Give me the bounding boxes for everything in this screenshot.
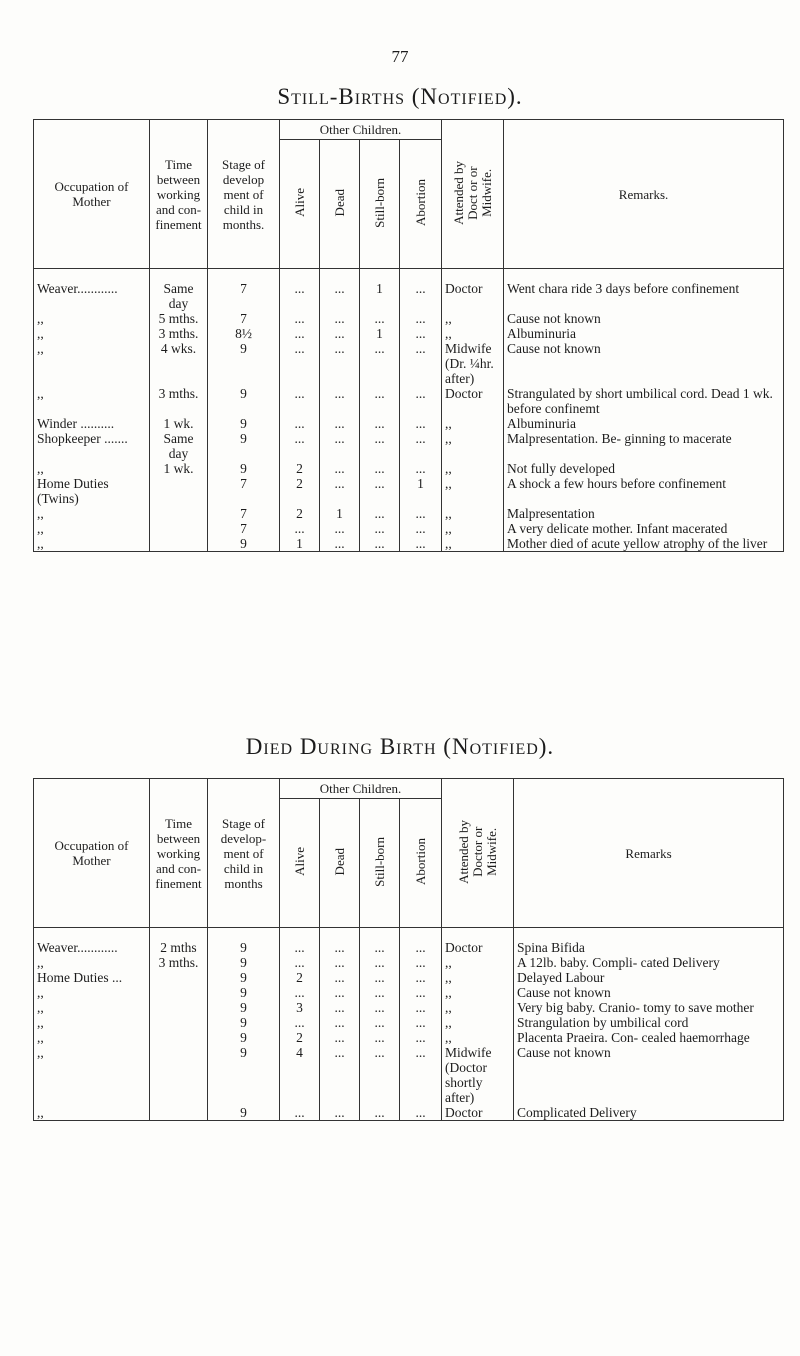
cell-stage: 7 [208, 476, 280, 506]
cell-alive: 3 [280, 1000, 320, 1015]
cell-remarks: Complicated Delivery [514, 1105, 784, 1121]
cell-stage: 9 [208, 1030, 280, 1045]
cell-dead: ... [320, 521, 360, 536]
cell-attended: ,, [442, 1015, 514, 1030]
cell-remarks: Spina Bifida [514, 928, 784, 956]
cell-occupation: ,, [34, 1015, 150, 1030]
cell-dead: 1 [320, 506, 360, 521]
header-stage: Stage of develop- ment of child in months [208, 779, 280, 928]
cell-still-born: ... [360, 386, 400, 416]
cell-alive: 2 [280, 461, 320, 476]
cell-abortion: ... [400, 311, 442, 326]
cell-still-born: ... [360, 341, 400, 386]
cell-stage: 7 [208, 506, 280, 521]
cell-still-born: ... [360, 506, 400, 521]
cell-occupation: ,, [34, 985, 150, 1000]
cell-stage: 9 [208, 1000, 280, 1015]
cell-abortion: ... [400, 970, 442, 985]
header-stage: Stage of develop ment of child in months. [208, 120, 280, 269]
table-header [34, 120, 784, 269]
header-alive: Alive [280, 140, 320, 269]
table-row [34, 416, 784, 431]
cell-alive: ... [280, 1105, 320, 1121]
table-row [34, 970, 784, 985]
header-time: Time between working and con- finement [150, 120, 208, 269]
cell-attended: ,, [442, 1030, 514, 1045]
cell-time: 3 mths. [150, 955, 208, 970]
cell-remarks: Delayed Labour [514, 970, 784, 985]
cell-dead: ... [320, 536, 360, 552]
cell-still-born: ... [360, 928, 400, 956]
table-row [34, 955, 784, 970]
cell-still-born: ... [360, 431, 400, 461]
cell-abortion: ... [400, 1045, 442, 1105]
cell-time: Same day [150, 269, 208, 312]
cell-attended: ,, [442, 970, 514, 985]
cell-dead: ... [320, 970, 360, 985]
cell-time [150, 1000, 208, 1015]
cell-dead: ... [320, 1030, 360, 1045]
cell-alive: ... [280, 311, 320, 326]
cell-remarks: Mother died of acute yellow atrophy of the liver [504, 536, 784, 552]
cell-alive: ... [280, 955, 320, 970]
cell-attended: ,, [442, 506, 504, 521]
cell-attended: ,, [442, 985, 514, 1000]
table-row [34, 1030, 784, 1045]
cell-stage: 8½ [208, 326, 280, 341]
cell-remarks: Went chara ride 3 days before confinement [504, 269, 784, 312]
cell-time: 1 wk. [150, 416, 208, 431]
cell-time: 2 mths [150, 928, 208, 956]
cell-attended: Midwife (Dr. ¼hr. after) [442, 341, 504, 386]
cell-time [150, 521, 208, 536]
cell-stage: 9 [208, 431, 280, 461]
cell-time [150, 536, 208, 552]
header-occupation: Occupation of Mother [34, 779, 150, 928]
cell-time [150, 1105, 208, 1121]
table-row [34, 521, 784, 536]
cell-alive: ... [280, 341, 320, 386]
cell-abortion: ... [400, 1105, 442, 1121]
cell-remarks: Cause not known [514, 985, 784, 1000]
cell-attended: Doctor [442, 386, 504, 416]
header-dead: Dead [320, 799, 360, 928]
cell-abortion: ... [400, 1030, 442, 1045]
cell-dead: ... [320, 1105, 360, 1121]
header-attended: Attended by Doctor or Midwife. [442, 779, 514, 928]
cell-attended: Midwife (Doctor shortly after) [442, 1045, 514, 1105]
cell-occupation: Home Duties ... [34, 970, 150, 985]
cell-time [150, 1045, 208, 1105]
cell-still-born: ... [360, 536, 400, 552]
cell-abortion: ... [400, 431, 442, 461]
table-row [34, 1105, 784, 1121]
table-row [34, 536, 784, 552]
cell-alive: ... [280, 326, 320, 341]
cell-attended: ,, [442, 476, 504, 506]
cell-stage: 9 [208, 970, 280, 985]
cell-still-born: ... [360, 416, 400, 431]
table-body [34, 269, 784, 552]
cell-occupation: ,, [34, 326, 150, 341]
cell-stage: 9 [208, 985, 280, 1000]
cell-stage: 9 [208, 461, 280, 476]
cell-remarks: Malpresentation. Be- ginning to macerate [504, 431, 784, 461]
cell-alive: 2 [280, 970, 320, 985]
cell-alive: 1 [280, 536, 320, 552]
cell-alive: ... [280, 431, 320, 461]
cell-remarks: Albuminuria [504, 326, 784, 341]
cell-dead: ... [320, 416, 360, 431]
table-row [34, 269, 784, 312]
cell-stage: 9 [208, 536, 280, 552]
header-time: Time between working and con- finement [150, 779, 208, 928]
cell-occupation: ,, [34, 386, 150, 416]
cell-still-born: ... [360, 1105, 400, 1121]
cell-stage: 9 [208, 1015, 280, 1030]
cell-remarks: A very delicate mother. Infant macerated [504, 521, 784, 536]
table-row [34, 476, 784, 506]
cell-time [150, 985, 208, 1000]
cell-stage: 7 [208, 269, 280, 312]
cell-time [150, 970, 208, 985]
cell-abortion: ... [400, 386, 442, 416]
cell-alive: ... [280, 386, 320, 416]
cell-stage: 9 [208, 1105, 280, 1121]
cell-alive: ... [280, 928, 320, 956]
cell-occupation: Weaver............ [34, 928, 150, 956]
table-row [34, 928, 784, 956]
table-row [34, 341, 784, 386]
cell-time [150, 1030, 208, 1045]
cell-still-born: 1 [360, 269, 400, 312]
cell-remarks: Malpresentation [504, 506, 784, 521]
cell-dead: ... [320, 985, 360, 1000]
header-other-children: Other Children. [280, 779, 442, 799]
cell-remarks: A 12lb. baby. Compli- cated Delivery [514, 955, 784, 970]
cell-stage: 9 [208, 416, 280, 431]
header-still-born: Still-born [360, 140, 400, 269]
cell-attended: ,, [442, 311, 504, 326]
cell-dead: ... [320, 1015, 360, 1030]
cell-still-born: ... [360, 1030, 400, 1045]
table-row [34, 326, 784, 341]
still-births-table [33, 119, 784, 552]
cell-still-born: ... [360, 985, 400, 1000]
table-row [34, 985, 784, 1000]
cell-still-born: ... [360, 970, 400, 985]
cell-still-born: ... [360, 1000, 400, 1015]
cell-abortion: 1 [400, 476, 442, 506]
cell-abortion: ... [400, 326, 442, 341]
cell-occupation: ,, [34, 1030, 150, 1045]
cell-remarks: Cause not known [504, 311, 784, 326]
header-other-children: Other Children. [280, 120, 442, 140]
cell-remarks: Not fully developed [504, 461, 784, 476]
cell-abortion: ... [400, 341, 442, 386]
cell-occupation: ,, [34, 1045, 150, 1105]
cell-occupation: Weaver............ [34, 269, 150, 312]
cell-time: 5 mths. [150, 311, 208, 326]
header-attended: Attended by Doct or or Midwife. [442, 120, 504, 269]
cell-attended: Doctor [442, 1105, 514, 1121]
cell-remarks: Very big baby. Cranio- tomy to save mother [514, 1000, 784, 1015]
cell-attended: ,, [442, 536, 504, 552]
cell-occupation: Winder .......... [34, 416, 150, 431]
cell-time: 3 mths. [150, 326, 208, 341]
cell-occupation: ,, [34, 461, 150, 476]
cell-abortion: ... [400, 928, 442, 956]
cell-still-born: ... [360, 1015, 400, 1030]
cell-dead: ... [320, 461, 360, 476]
table-row [34, 1015, 784, 1030]
header-still-born: Still-born [360, 799, 400, 928]
cell-alive: 4 [280, 1045, 320, 1105]
header-remarks: Remarks [514, 779, 784, 928]
cell-stage: 9 [208, 928, 280, 956]
cell-dead: ... [320, 1000, 360, 1015]
cell-still-born: ... [360, 461, 400, 476]
cell-alive: 2 [280, 1030, 320, 1045]
cell-alive: ... [280, 985, 320, 1000]
cell-occupation: ,, [34, 536, 150, 552]
cell-abortion: ... [400, 955, 442, 970]
header-remarks: Remarks. [504, 120, 784, 269]
cell-dead: ... [320, 386, 360, 416]
cell-dead: ... [320, 955, 360, 970]
cell-attended: ,, [442, 416, 504, 431]
cell-occupation: ,, [34, 955, 150, 970]
cell-abortion: ... [400, 1015, 442, 1030]
cell-alive: ... [280, 521, 320, 536]
cell-still-born: ... [360, 476, 400, 506]
cell-abortion: ... [400, 1000, 442, 1015]
cell-attended: Doctor [442, 269, 504, 312]
cell-attended: ,, [442, 431, 504, 461]
cell-remarks: Strangulated by short umbilical cord. Dead 1 wk. before confinemt [504, 386, 784, 416]
cell-alive: ... [280, 1015, 320, 1030]
cell-abortion: ... [400, 521, 442, 536]
cell-dead: ... [320, 928, 360, 956]
cell-time: 4 wks. [150, 341, 208, 386]
table-row [34, 386, 784, 416]
cell-occupation: ,, [34, 521, 150, 536]
cell-attended: ,, [442, 326, 504, 341]
cell-attended: ,, [442, 521, 504, 536]
cell-dead: ... [320, 431, 360, 461]
cell-abortion: ... [400, 506, 442, 521]
cell-still-born: ... [360, 521, 400, 536]
cell-attended: ,, [442, 461, 504, 476]
cell-stage: 7 [208, 311, 280, 326]
cell-dead: ... [320, 341, 360, 386]
table-body [34, 928, 784, 1121]
cell-abortion: ... [400, 269, 442, 312]
table-row [34, 431, 784, 461]
cell-dead: ... [320, 311, 360, 326]
cell-dead: ... [320, 1045, 360, 1105]
table-header [34, 779, 784, 928]
table-row [34, 1045, 784, 1105]
cell-stage: 9 [208, 1045, 280, 1105]
cell-dead: ... [320, 476, 360, 506]
still-births-title: Still-Births (Notified). [277, 84, 523, 109]
header-abortion: Abortion [400, 140, 442, 269]
cell-time: Same day [150, 431, 208, 461]
cell-remarks: Albuminuria [504, 416, 784, 431]
cell-stage: 9 [208, 386, 280, 416]
cell-occupation: ,, [34, 506, 150, 521]
cell-stage: 7 [208, 521, 280, 536]
cell-remarks: Cause not known [504, 341, 784, 386]
table-row [34, 311, 784, 326]
cell-abortion: ... [400, 536, 442, 552]
cell-occupation: ,, [34, 1000, 150, 1015]
cell-time: 3 mths. [150, 386, 208, 416]
cell-alive: 2 [280, 476, 320, 506]
died-during-birth-table [33, 778, 784, 1121]
cell-still-born: 1 [360, 326, 400, 341]
cell-stage: 9 [208, 341, 280, 386]
header-occupation: Occupation of Mother [34, 120, 150, 269]
cell-occupation: Shopkeeper ....... [34, 431, 150, 461]
table-row [34, 1000, 784, 1015]
header-abortion: Abortion [400, 799, 442, 928]
cell-remarks: Placenta Praeira. Con- cealed haemorrhage [514, 1030, 784, 1045]
cell-abortion: ... [400, 461, 442, 476]
cell-occupation: ,, [34, 341, 150, 386]
cell-remarks: Cause not known [514, 1045, 784, 1105]
header-dead: Dead [320, 140, 360, 269]
cell-attended: Doctor [442, 928, 514, 956]
cell-time: 1 wk. [150, 461, 208, 476]
page-number: 77 [391, 47, 409, 66]
died-during-birth-title: Died During Birth (Notified). [245, 734, 555, 759]
cell-attended: ,, [442, 955, 514, 970]
cell-still-born: ... [360, 1045, 400, 1105]
cell-abortion: ... [400, 416, 442, 431]
cell-time [150, 476, 208, 506]
cell-stage: 9 [208, 955, 280, 970]
cell-occupation: ,, [34, 1105, 150, 1121]
cell-alive: 2 [280, 506, 320, 521]
cell-time [150, 506, 208, 521]
cell-occupation: Home Duties (Twins) [34, 476, 150, 506]
header-alive: Alive [280, 799, 320, 928]
table-row [34, 461, 784, 476]
cell-time [150, 1015, 208, 1030]
cell-still-born: ... [360, 955, 400, 970]
cell-alive: ... [280, 269, 320, 312]
cell-remarks: Strangulation by umbilical cord [514, 1015, 784, 1030]
cell-still-born: ... [360, 311, 400, 326]
table-row [34, 506, 784, 521]
cell-alive: ... [280, 416, 320, 431]
cell-occupation: ,, [34, 311, 150, 326]
cell-abortion: ... [400, 985, 442, 1000]
cell-attended: ,, [442, 1000, 514, 1015]
cell-dead: ... [320, 269, 360, 312]
cell-remarks: A shock a few hours before confinement [504, 476, 784, 506]
cell-dead: ... [320, 326, 360, 341]
